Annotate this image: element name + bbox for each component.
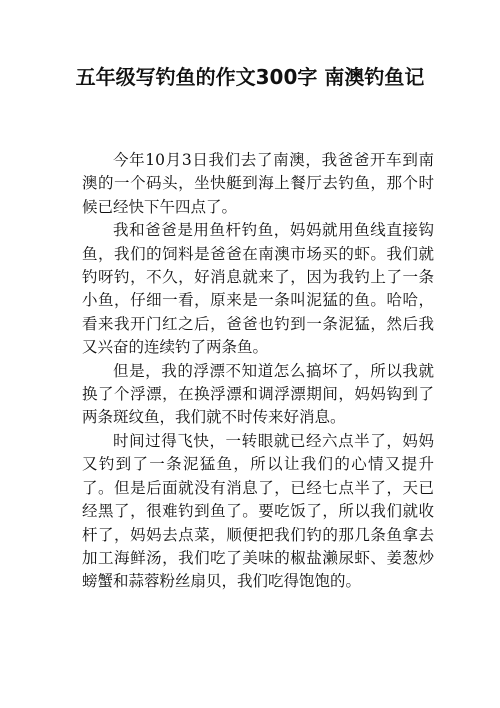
document-title: 五年级写钓鱼的作文300字 南澳钓鱼记 xyxy=(75,65,425,89)
paragraph-3: 但是，我的浮漂不知道怎么搞坏了，所以我就换了个浮漂，在换浮漂和调浮漂期间，妈妈钩到了两条斑纹鱼，我们就不时传来好消息。 xyxy=(82,361,434,427)
paragraph-2: 我和爸爸是用鱼杆钓鱼，妈妈就用鱼线直接钩鱼，我们的饲料是爸爸在南澳市场买的虾。我们就钓呀钓，不久，好消息就来了，因为我钓上了一条小鱼，仔细一看，原来是一条叫泥猛的鱼。哈哈，看来我开门红之后，爸爸也钓到一条泥猛，然后我又兴奋的连续钓了两条鱼。 xyxy=(82,221,434,357)
paragraph-4: 时间过得飞快，一转眼就已经六点半了，妈妈又钓到了一条泥猛鱼，所以让我们的心情又提升了。但是后面就没有消息了，已经七点半了，天已经黑了，很难钓到鱼了。要吃饭了，所以我们就收杆了，妈妈去点菜，顺便把我们钓的那几条鱼拿去加工海鲜汤，我们吃了美味的椒盐濑尿虾、姜葱炒螃蟹和蒜蓉粉丝扇贝，我们吃得饱饱的。 xyxy=(82,431,434,591)
document-body xyxy=(82,149,434,594)
paragraph-1: 今年10月3日我们去了南澳，我爸爸开车到南澳的一个码头，坐快艇到海上餐厅去钓鱼，那个时候已经快下午四点了。 xyxy=(82,151,434,216)
